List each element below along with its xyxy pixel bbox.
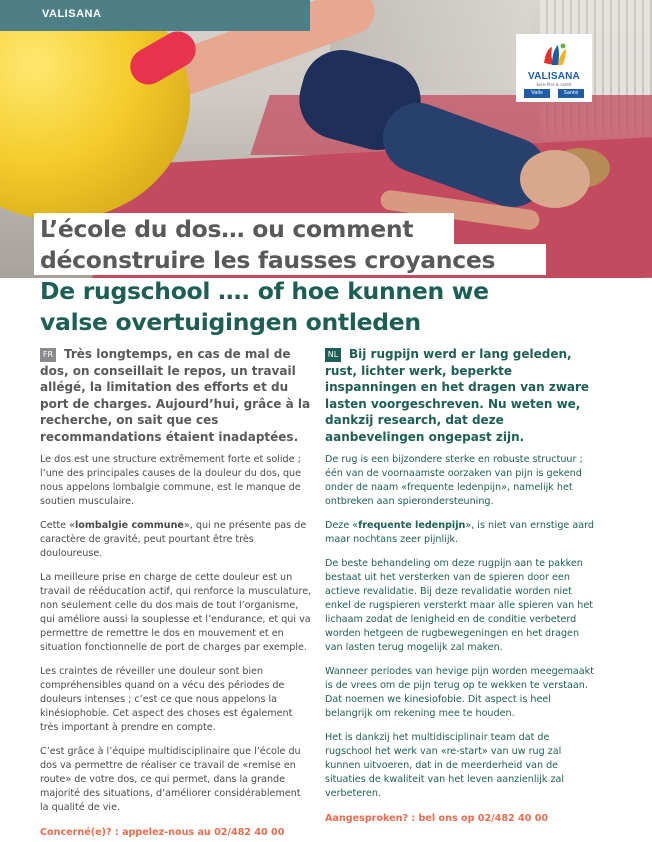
title-fr-line1: L’école du dos… ou comment [40, 215, 414, 243]
logo-badge-right: Santé [558, 89, 584, 98]
intro-nl [325, 346, 597, 445]
logo-badge-left: Valis [524, 89, 550, 98]
paragraph-nl-5: Het is dankzij het multidisciplinair team dat de rugschool het werk van «re-start» van uw rug zal kunnen uitvoeren, dat in de meerderheid van de situaties de kwaliteit van het leven aanzienlijk zal verbeteren. [325, 731, 565, 799]
woman-head [520, 150, 590, 208]
section-tab [0, 0, 310, 31]
paragraph-fr-2-bold: lombalgie commune [74, 519, 184, 531]
intro-fr [40, 346, 312, 445]
paragraph-fr-2-post: », qui ne présente pas de caractère de gravité, peut pourtant être très douloureuse. [40, 519, 307, 560]
title-nl-line2: valse overtuigingen ontleden [40, 308, 421, 336]
paragraph-nl-4: Wanneer periodes van hevige pijn worden meegemaakt is de vrees om de pijn terug op te wekken te verstaan. Dat noemen we kinesiofobie. Dit aspect is heel belangrijk om rekening mee te houden. [325, 665, 595, 719]
title-fr-line2: déconstruire les fausses croyances [40, 246, 496, 274]
valisana-logo [516, 34, 592, 102]
intro-nl-text: Bij rugpijn werd er lang geleden, rust, lichter werk, beperkte inspanningen en het dragen van zware lasten voorgeschreven. Nu weten we, dankzij research, dat deze aanbevelingen ongepast zijn. [325, 347, 590, 444]
paragraph-fr-2 [40, 519, 312, 561]
title-nl-line1: De rugschool …. of hoe kunnen we [40, 277, 489, 305]
lang-badge-nl: NL [325, 348, 341, 362]
logo-figure-icon [540, 41, 570, 71]
title-nl-line1-band [34, 275, 534, 306]
logo-wordmark: VALISANA [528, 71, 580, 82]
column-nl [325, 346, 597, 824]
contact-nl: Aangesproken? : bel ons op 02/482 40 00 [325, 813, 549, 825]
paragraph-nl-2-post: », is niet van ernstige aard maar nochtans zeer pijnlijk. [325, 519, 594, 545]
paragraph-nl-3: De beste behandeling om deze rugpijn aan te pakken bestaat uit het versterken van de spieren door een actieve revalidatie. Bij deze revalidatie worden niet enkel de rugspieren versterkt maar alle spieren van het lichaam zodat de lenigheid en de conditie verbeterd worden hetgeen de rugbewegeningen en het dragen van lasten terug mogelijk zal maken. [325, 557, 594, 654]
section-label: VALISANA [42, 8, 102, 20]
paragraph-fr-3: La meilleure prise en charge de cette douleur est un travail de rééducation actif, qui renforce la musculature, non seulement celle du dos mais de tout l’organisme, qui améliore aussi la souplesse et l’endurance, et qui va permettre de remettre le dos en mouvement et en situation fonctionnelle de port de charges par exemple. [40, 571, 312, 654]
lang-badge-fr: FR [40, 348, 56, 362]
title-fr-line1-band [34, 213, 454, 244]
logo-tagline: bien-être & santé [536, 82, 572, 87]
paragraph-fr-4: Les craintes de réveiller une douleur sont bien compréhensibles quand on a vécu des périodes de douleurs intenses ; c’est ce que nous appelons la kinésiophobie. Cet aspect des choses est également très important à prendre en compte. [40, 665, 293, 734]
paragraph-nl-2-bold: frequente ledenpijn [358, 519, 466, 531]
paragraph-nl-2-pre: Deze « [325, 519, 359, 531]
title-nl-line2-band [34, 306, 494, 337]
intro-fr-text: Très longtemps, en cas de mal de dos, on conseillait le repos, un travail allégé, la limitation des efforts et du port de charges. Aujourd’hui, grâce à la recherche, on sait que ces recommandations étaient inadaptées. [40, 347, 311, 444]
contact-fr: Concerné(e)? : appelez-nous au 02/482 40 00 [40, 827, 285, 839]
paragraph-fr-2-pre: Cette « [40, 519, 75, 531]
paragraph-nl-2 [325, 519, 597, 547]
paragraph-fr-1: Le dos est une structure extrêmement forte et solide ; l’une des principales causes de la douleur du dos, que nous appelons lombalgie commune, est le manque de soutien musculaire. [40, 454, 302, 508]
paragraph-nl-1: De rug is een bijzondere sterke en robuste structuur ; één van de voornaamste oorzaken van pijn is gekend onder de naam «frequente ledenpijn», namelijk het ontbreken aan spierondersteuning. [325, 454, 583, 508]
title-fr-line2-band [34, 244, 546, 275]
column-fr [40, 346, 312, 838]
paragraph-fr-5: C’est grâce à l’équipe multidisciplinaire que l’école du dos va permettre de réaliser ce travail de «remise en route» de votre dos, ce qui permet, dans la grande majorité des situations, d’améliorer considérablement la qualité de vie. [40, 745, 301, 814]
